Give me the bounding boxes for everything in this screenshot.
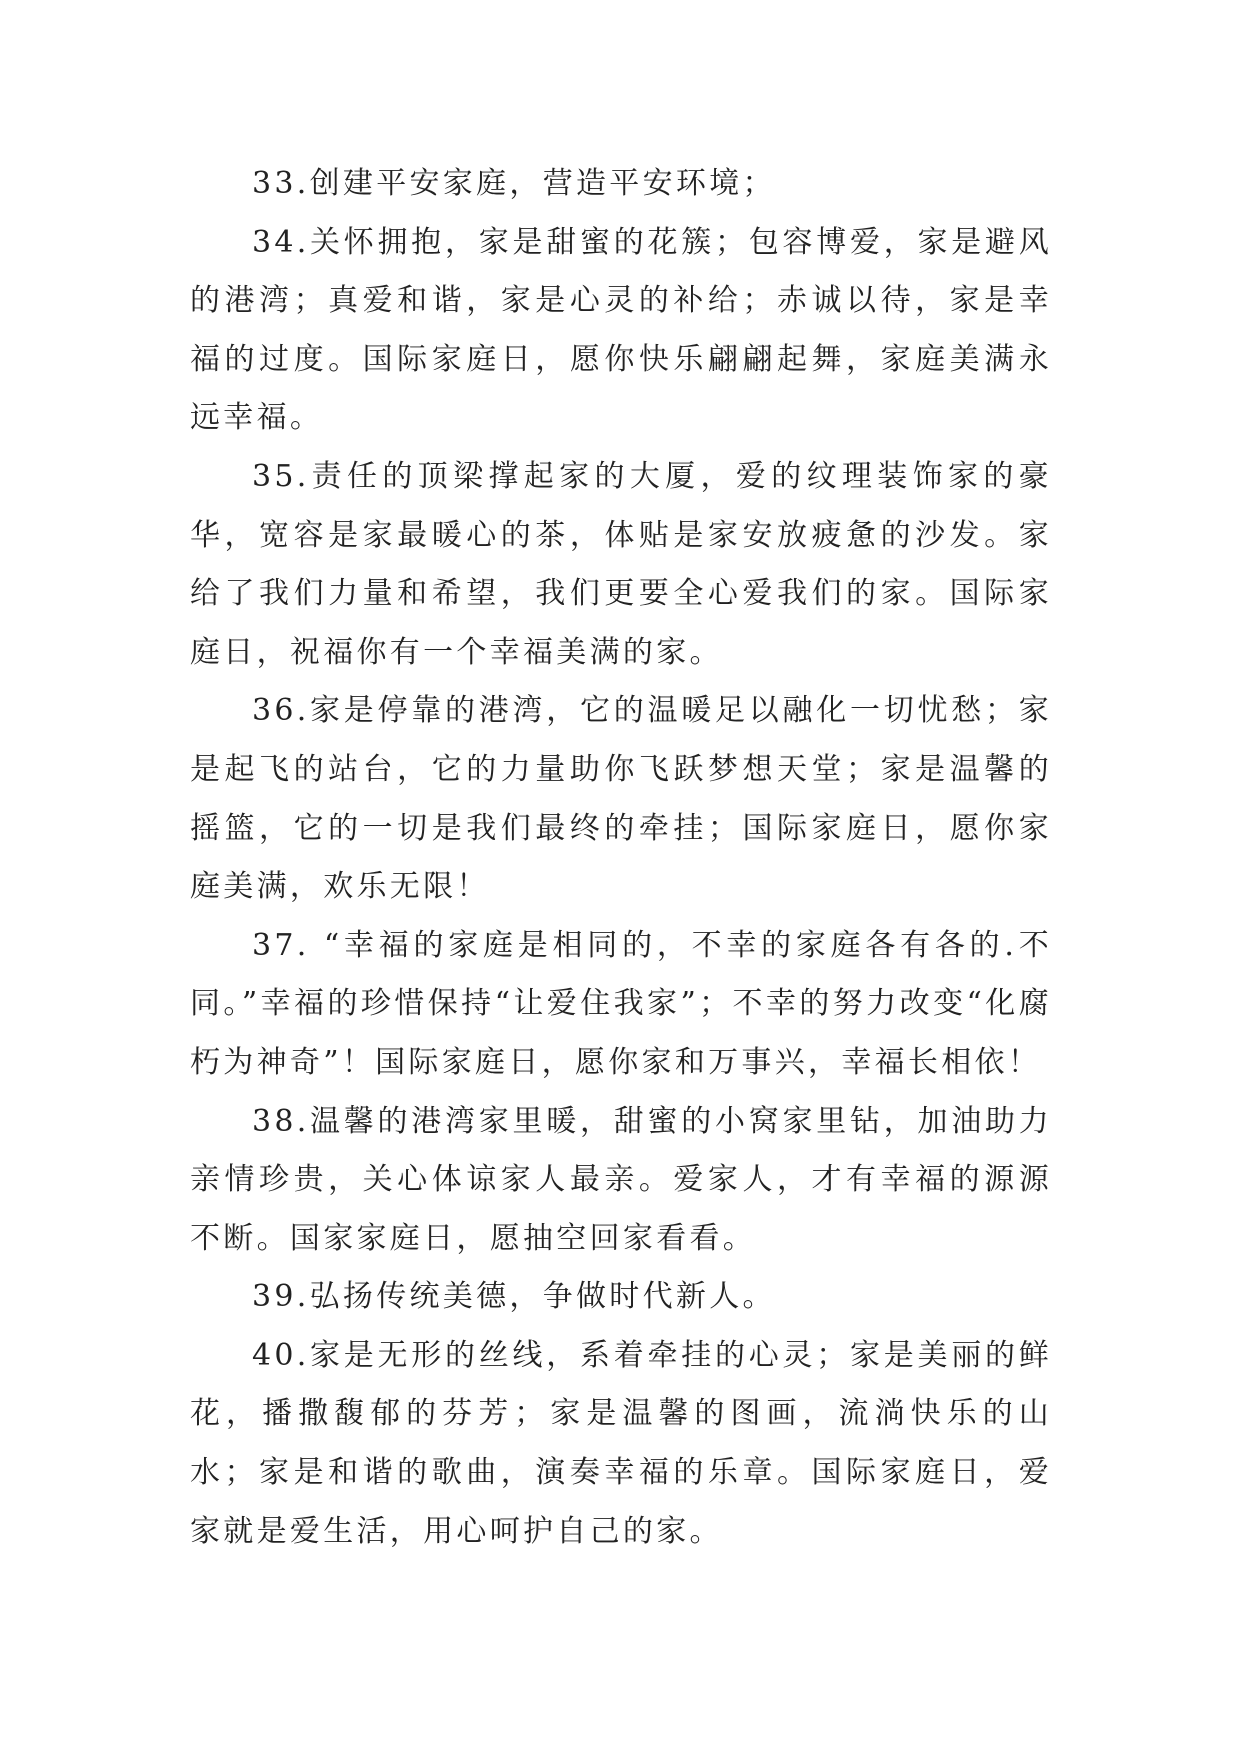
paragraph-39: 39.弘扬传统美德，争做时代新人。 xyxy=(252,1279,776,1315)
paragraph-40: 40.家是无形的丝线，系着牵挂的心灵；家是美丽的鲜花，播撒馥郁的芬芳；家是温馨的图画，流淌快乐的山水；家是和谐的歌曲，演奏幸福的乐章。国际家庭日，爱家就是爱生活，用心呵护自己的家。 xyxy=(190,1337,1052,1549)
paragraph-35: 35.责任的顶梁撑起家的大厦，爱的纹理装饰家的豪华，宽容是家最暖心的茶，体贴是家安放疲惫的沙发。家给了我们力量和希望，我们更要全心爱我们的家。国际家庭日，祝福你有一个幸福美满的家。 xyxy=(190,458,1052,670)
paragraph-34: 34.关怀拥抱，家是甜蜜的花簇；包容博爱，家是避风的港湾；真爱和谐，家是心灵的补给；赤诚以待，家是幸福的过度。国际家庭日，愿你快乐翩翩起舞，家庭美满永远幸福。 xyxy=(190,224,1052,436)
paragraph-36: 36.家是停靠的港湾，它的温暖足以融化一切忧愁；家是起飞的站台，它的力量助你飞跃梦想天堂；家是温馨的摇篮，它的一切是我们最终的牵挂；国际家庭日，愿你家庭美满，欢乐无限！ xyxy=(190,693,1052,905)
paragraph-33: 33.创建平安家庭，营造平安环境； xyxy=(252,166,776,201)
paragraph-38: 38.温馨的港湾家里暖，甜蜜的小窝家里钻，加油助力亲情珍贵，关心体谅家人最亲。爱家人，才有幸福的源源不断。国家家庭日，愿抽空回家看看。 xyxy=(190,1103,1052,1256)
document-body xyxy=(190,155,1052,1561)
paragraph-37: 37. “幸福的家庭是相同的，不幸的家庭各有各的.不同。”幸福的珍惜保持“让爱住我家”；不幸的努力改变“化腐朽为神奇”！国际家庭日，愿你家和万事兴，幸福长相依！ xyxy=(190,927,1052,1080)
